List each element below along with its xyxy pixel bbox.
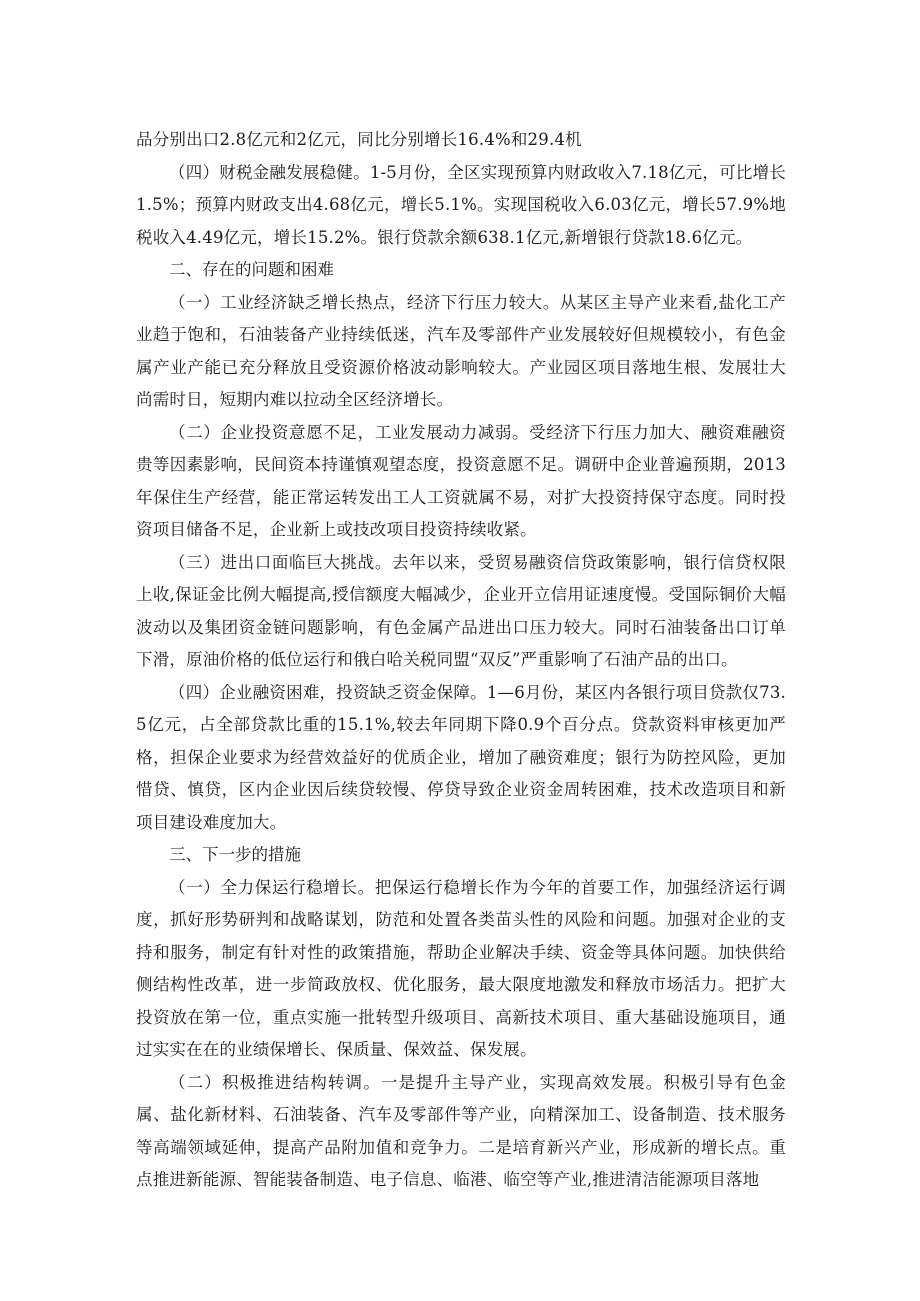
- paragraph: （二）积极推进结构转调。一是提升主导产业，实现高效发展。积极引导有色金属、盐化新材料、石油装备、汽车及零部件等产业，向精深加工、设备制造、技术服务等高端领域延伸，提高产品附加值和竞争力。二是培育新兴产业，形成新的增长点。重点推进新能源、智能装备制造、电子信息、临港、临空等产业,推进清洁能源项目落地: [136, 1072, 786, 1189]
- section-heading: 三、下一步的措施: [169, 845, 301, 864]
- paragraph: 品分别出口2.8亿元和2亿元，同比分别增长16.4%和29.4机: [136, 130, 582, 149]
- paragraph: （四）企业融资困难，投资缺乏资金保障。1—6月份，某区内各银行项目贷款仅73.5亿元，占全部贷款比重的15.1%,较去年同期下降0.9个百分点。贷款资料审核更加严格，担保企业要求为经营效益好的优质企业，增加了融资难度；银行为防控风险，更加惜贷、慎贷，区内企业因后续贷较慢、停贷导致企业资金周转困难，技术改造项目和新项目建设难度加大。: [136, 682, 786, 832]
- paragraph: （三）进出口面临巨大挑战。去年以来，受贸易融资信贷政策影响，银行信贷权限上收,保证金比例大幅提高,授信额度大幅减少，企业开立信用证速度慢。受国际铜价大幅波动以及集团资金链问题影响，有色金属产品进出口压力较大。同时石油装备出口订单下滑，原油价格的低位运行和俄白哈关税同盟“双反”严重影响了石油产品的出口。: [136, 552, 786, 669]
- section-heading: 二、存在的问题和困难: [169, 260, 334, 279]
- document-body: [136, 124, 786, 1197]
- paragraph: （一）工业经济缺乏增长热点，经济下行压力较大。从某区主导产业来看,盐化工产业趋于饱和，石油装备产业持续低迷，汽车及零部件产业发展较好但规模较小，有色金属产业产能已充分释放且受资源价格波动影响较大。产业园区项目落地生根、发展壮大尚需时日，短期内难以拉动全区经济增长。: [136, 292, 786, 409]
- paragraph: （一）全力保运行稳增长。把保运行稳增长作为今年的首要工作，加强经济运行调度，抓好形势研判和战略谋划，防范和处置各类苗头性的风险和问题。加强对企业的支持和服务，制定有针对性的政策措施，帮助企业解决手续、资金等具体问题。加快供给侧结构性改革，进一步简政放权、优化服务，最大限度地激发和释放市场活力。把扩大投资放在第一位，重点实施一批转型升级项目、高新技术项目、重大基础设施项目，通过实实在在的业绩保增长、保质量、保效益、保发展。: [136, 877, 786, 1059]
- paragraph: （二）企业投资意愿不足，工业发展动力减弱。受经济下行压力加大、融资难融资贵等因素影响，民间资本持谨慎观望态度，投资意愿不足。调研中企业普遍预期，2013年保住生产经营，能正常运转发出工人工资就属不易，对扩大投资持保守态度。同时投资项目储备不足，企业新上或技改项目投资持续收紧。: [136, 422, 786, 539]
- paragraph: （四）财税金融发展稳健。1-5月份，全区实现预算内财政收入7.18亿元，可比增长1.5%；预算内财政支出4.68亿元，增长5.1%。实现国税收入6.03亿元，增长57.9%地税收入4.49亿元，增长15.2%。银行贷款余额638.1亿元,新增银行贷款18.6亿元。: [136, 162, 786, 247]
